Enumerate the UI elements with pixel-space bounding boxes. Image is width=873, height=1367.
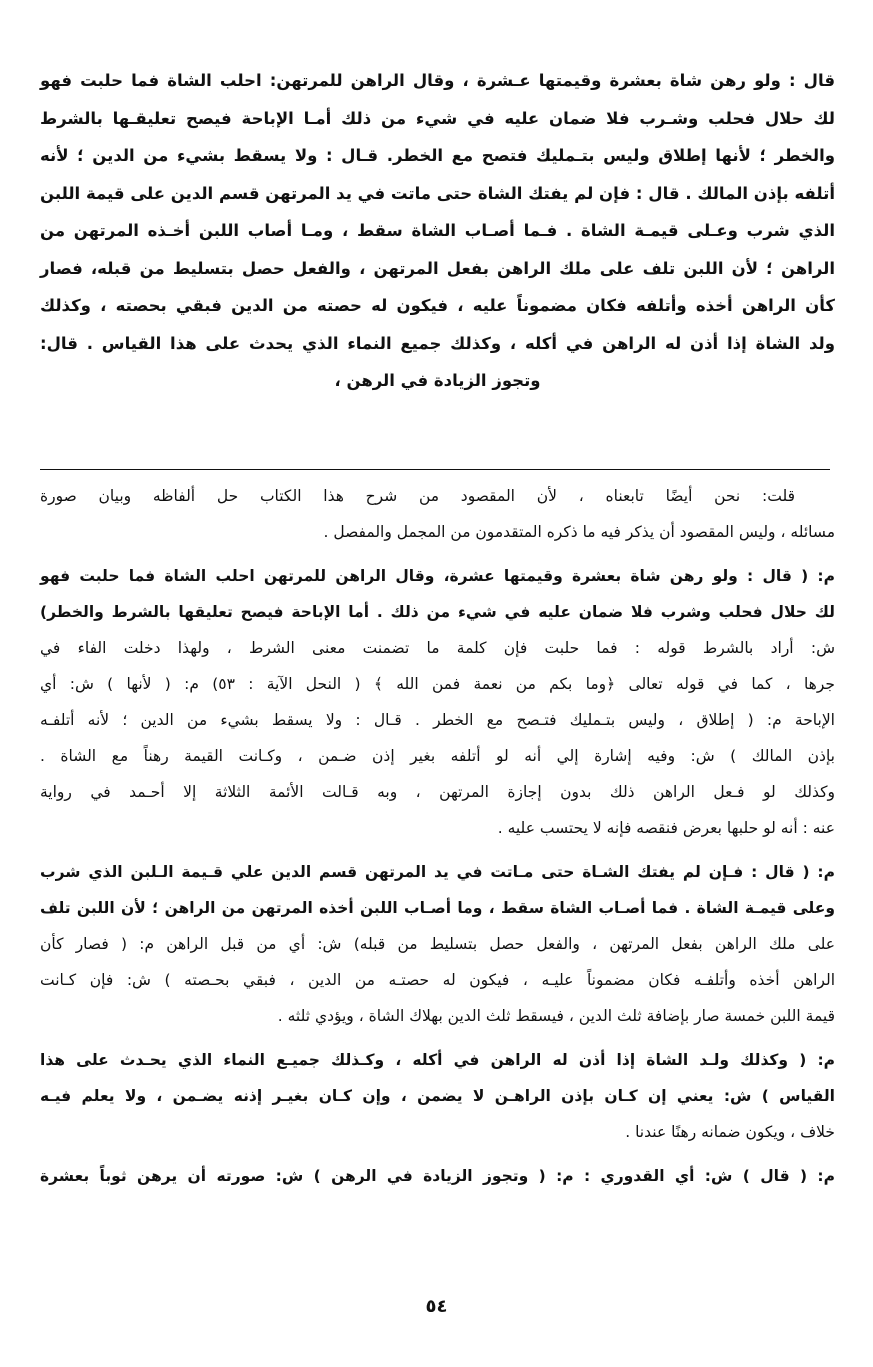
commentary-line: ش: أراد بالشرط قوله : فما حلبت فإن كلمة ما تضمنت معنى الشرط ، ولهذا دخلت الفاء في: [40, 639, 835, 657]
commentary-line: وكذلك لو فـعل الراهن ذلك بدون إجازة المرتهن ، وبه قـالت الأئمة الثلاثة إلا أحـمد في رواية: [40, 783, 835, 801]
main-text-line: الذي شرب وعـلى قيمـة الشاة . فـما أصـاب الشاة سقط ، ومـا أصاب اللبن أخـذه المرتهن من: [40, 221, 835, 240]
commentary-line: لك حلال فحلب وشرب فلا ضمان عليه في شيء من ذلك . أما الإباحة فيصح تعليقها بالشرط والخطر): [40, 603, 835, 621]
commentary-line: قلت: نحن أيضًا تابعناه ، لأن المقصود من شرح هذا الكتاب حل ألفاظه وبيان صورة: [40, 487, 795, 505]
main-text-line: وتجوز الزيادة في الرهن ،: [334, 371, 541, 390]
commentary-line: خلاف ، ويكون ضمانه رهنًا عندنا .: [625, 1123, 835, 1141]
commentary-line: عنه : أنه لو حلبها بعرض فنقصه فإنه لا يحتسب عليه .: [497, 819, 835, 837]
main-text-line: الراهن ؛ لأن اللبن تلف على ملك الراهن بفعل المرتهن ، والفعل حصل بتسليط من قبله، فصار: [40, 258, 835, 278]
commentary-paragraph: [40, 558, 835, 846]
commentary-line: الإباحة م: ( إطلاق ، وليس بتـمليك فتـصح مع الخطر . قـال : ولا يسقط بشيء من الدين ؛ لأنه أتلفـه: [40, 711, 835, 729]
commentary-line: وعلى قيمـة الشاة . فما أصـاب الشاة سقط ، وما أصـاب اللبن أخذه المرتهن من الراهن ؛ لأن اللبن تلف: [40, 899, 835, 917]
commentary-line: الراهن أخذه وأتلفـه فكان مضموناً عليـه ، فيكون له حصتـه من الدين ، فبقي بحـصته ) ش: فإن كـانت: [40, 971, 835, 989]
commentary-line: م: ( قال : فـإن لم يفتك الشـاة حتى مـاتت في يد المرتهن قسم الدين علي قـيمة الـلبن الذي شرب: [40, 863, 835, 881]
commentary-line: م: ( قال : ولو رهن شاة بعشرة وقيمتها عشرة، وقال الراهن للمرتهن احلب الشاة فما حلبت فهو: [40, 567, 835, 585]
main-text-line: أتلفه بإذن المالك . قال : فإن لم يفتك الشاة حتى ماتت في يد المرتهن قسم الدين على قيمة اللبن: [40, 183, 835, 203]
commentary-paragraph: [40, 478, 835, 550]
main-text-line: لك حلال فحلب وشـرب فلا ضمان عليه في شيء من ذلك أمـا الإباحة فيصح تعليقـها بالشرط: [40, 108, 835, 128]
commentary-line: بإذن المالك ) ش: وفيه إشارة إلي أنه لو أتلفه بغير إذن ضـمن ، وكـانت القيمة رهناً مع الشاة .: [40, 747, 835, 765]
commentary-line: على ملك الراهن بفعل المرتهن ، والفعل حصل بتسليط من قبله) ش: أي من قبل الراهن م: ( فصار كأن: [40, 935, 835, 953]
commentary-line: م: ( وكذلك ولـد الشاة إذا أذن له الراهن في أكله ، وكـذلك جميـع النماء الذي يحـدث على هذا: [40, 1051, 835, 1069]
commentary-line: جرها ، كما في قوله تعالى ﴿وما بكم من نعمة فمن الله ﴾ ( النحل الآية : ٥٣) م: ( لأنها ) ش: أي: [40, 675, 835, 693]
commentary-line: م: ( قال ) ش: أي القدوري : م: ( وتجوز الزيادة في الرهن ) ش: صورته أن يرهن ثوباً بعشرة: [40, 1167, 835, 1185]
commentary-line: القياس ) ش: يعني إن كـان بإذن الراهـن لا يضمن ، وإن كـان بغيـر إذنه يضـمن ، ولا يعلم فيـه: [40, 1087, 835, 1105]
commentary-paragraph: [40, 854, 835, 1034]
commentary-paragraph: [40, 1158, 835, 1194]
footnote-divider: [40, 469, 830, 470]
main-text-line: ولد الشاة إذا أذن له الراهن في أكله ، وكذلك جميع النماء الذي يحدث على هذا القياس . قال:: [40, 333, 835, 353]
main-text-line: كأن الراهن أخذه وأتلفه فكان مضموناً عليه ، فيكون له حصته من الدين فبقي بحصته ، وكذلك: [40, 296, 835, 315]
main-text: [40, 62, 835, 400]
commentary-line: مسائله ، وليس المقصود أن يذكر فيه ما ذكره المتقدمون من المجمل والمفصل .: [323, 523, 835, 541]
commentary: [40, 478, 835, 1202]
main-text-line: قال : ولو رهن شاة بعشرة وقيمتها عـشرة ، وقال الراهن للمرتهن: احلب الشاة فما حلبت فهو: [40, 71, 835, 90]
commentary-line: قيمة اللبن خمسة صار بإضافة ثلث الدين ، فيسقط ثلث الدين بهلاك الشاة ، ويؤدي ثلثه .: [277, 1007, 835, 1025]
page-number: ٥٤: [425, 1296, 448, 1317]
main-text-line: والخطر ؛ لأنها إطلاق وليس بتـمليك فتصح مع الخطر. قـال : ولا يسقط بشيء من الدين ؛ لأنه: [40, 146, 835, 165]
commentary-paragraph: [40, 1042, 835, 1150]
